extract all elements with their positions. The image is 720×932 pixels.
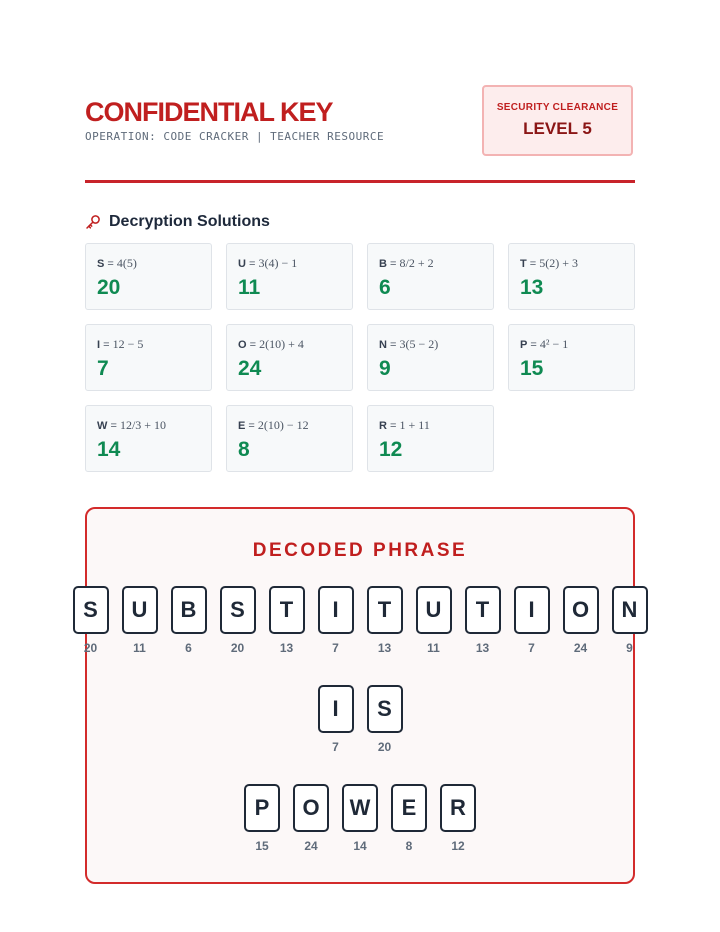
key-icon bbox=[85, 214, 101, 230]
letter-tile bbox=[563, 586, 599, 655]
decoded-word bbox=[0, 586, 720, 655]
solution-card bbox=[85, 243, 212, 310]
solution-card bbox=[508, 243, 635, 310]
solution-letter: N bbox=[379, 339, 387, 351]
solution-letter: R bbox=[379, 420, 387, 432]
tile-number: 6 bbox=[185, 641, 192, 655]
letter-tile bbox=[318, 685, 354, 754]
solution-expression: 3(4) − 1 bbox=[258, 256, 298, 270]
solution-letter: W bbox=[97, 420, 108, 432]
solution-letter: I bbox=[97, 339, 101, 351]
tile-letter: T bbox=[269, 586, 305, 634]
solution-card bbox=[508, 324, 635, 391]
clearance-label: SECURITY CLEARANCE bbox=[496, 102, 619, 113]
equals-sign: = bbox=[526, 258, 540, 270]
solution-card bbox=[226, 243, 353, 310]
solution-equation bbox=[238, 256, 342, 271]
clearance-level: LEVEL 5 bbox=[523, 119, 592, 138]
tile-letter: O bbox=[293, 784, 329, 832]
solution-letter: T bbox=[520, 258, 527, 270]
solution-equation bbox=[379, 418, 483, 433]
solution-card bbox=[367, 243, 494, 310]
solution-letter: E bbox=[238, 420, 246, 432]
tile-letter: S bbox=[367, 685, 403, 733]
equals-sign: = bbox=[104, 258, 117, 270]
equals-sign: = bbox=[100, 339, 113, 351]
solution-letter: U bbox=[238, 258, 246, 270]
solution-value: 20 bbox=[97, 276, 121, 299]
equals-sign: = bbox=[386, 339, 400, 351]
letter-tile bbox=[220, 586, 256, 655]
solution-expression: 3(5 − 2) bbox=[399, 337, 439, 351]
tile-letter: I bbox=[318, 685, 354, 733]
decoded-word bbox=[0, 784, 720, 853]
decoded-word bbox=[0, 685, 720, 754]
solution-value: 6 bbox=[379, 276, 391, 299]
tile-letter: U bbox=[416, 586, 452, 634]
solution-expression: 12 − 5 bbox=[112, 337, 144, 351]
tile-letter: T bbox=[367, 586, 403, 634]
tile-number: 13 bbox=[475, 641, 490, 655]
solution-letter: P bbox=[520, 339, 528, 351]
equals-sign: = bbox=[107, 420, 120, 432]
letter-tile bbox=[122, 586, 158, 655]
tile-number: 24 bbox=[304, 839, 318, 853]
solution-card bbox=[367, 405, 494, 472]
tile-letter: I bbox=[318, 586, 354, 634]
letter-tile bbox=[244, 784, 280, 853]
solution-value: 9 bbox=[379, 357, 391, 380]
letter-tile bbox=[514, 586, 550, 655]
solution-letter: B bbox=[379, 258, 387, 270]
solution-equation bbox=[379, 256, 483, 271]
tile-letter: I bbox=[514, 586, 550, 634]
equals-sign: = bbox=[386, 258, 400, 270]
tile-letter: E bbox=[391, 784, 427, 832]
solution-value: 8 bbox=[238, 438, 250, 461]
tile-letter: W bbox=[342, 784, 378, 832]
solution-value: 13 bbox=[520, 276, 544, 299]
equals-sign: = bbox=[245, 258, 259, 270]
section-header bbox=[85, 213, 270, 231]
solution-equation bbox=[520, 256, 624, 271]
solution-card bbox=[85, 324, 212, 391]
tile-number: 7 bbox=[332, 641, 339, 655]
tile-letter: T bbox=[465, 586, 501, 634]
tile-letter: R bbox=[440, 784, 476, 832]
solution-card bbox=[367, 324, 494, 391]
tile-number: 20 bbox=[377, 740, 392, 754]
solution-expression: 4² − 1 bbox=[539, 337, 569, 351]
solution-expression: 1 + 11 bbox=[399, 418, 430, 432]
equals-sign: = bbox=[527, 339, 540, 351]
section-title: Decryption Solutions bbox=[109, 213, 270, 230]
solution-expression: 4(5) bbox=[116, 256, 137, 270]
page-title: CONFIDENTIAL KEY bbox=[85, 97, 333, 127]
tile-number: 13 bbox=[377, 641, 392, 655]
solution-card bbox=[226, 405, 353, 472]
tile-number: 20 bbox=[83, 641, 98, 655]
solution-value: 15 bbox=[520, 357, 544, 380]
tile-number: 24 bbox=[573, 641, 588, 655]
tile-number: 13 bbox=[279, 641, 294, 655]
letter-tile bbox=[342, 784, 378, 853]
letter-tile bbox=[416, 586, 452, 655]
letter-tile bbox=[612, 586, 648, 655]
solution-value: 14 bbox=[97, 438, 121, 461]
tile-letter: S bbox=[73, 586, 109, 634]
solution-equation bbox=[379, 337, 483, 352]
equals-sign: = bbox=[246, 339, 260, 351]
solution-equation bbox=[520, 337, 624, 352]
tile-number: 14 bbox=[353, 839, 367, 853]
tile-letter: S bbox=[220, 586, 256, 634]
solution-expression: 12/3 + 10 bbox=[119, 418, 167, 432]
tile-number: 15 bbox=[255, 839, 269, 853]
solution-letter: S bbox=[97, 258, 105, 270]
tile-letter: B bbox=[171, 586, 207, 634]
solution-value: 7 bbox=[97, 357, 109, 380]
solution-value: 24 bbox=[238, 357, 262, 380]
page-subtitle: OPERATION: CODE CRACKER | TEACHER RESOURCE bbox=[85, 130, 385, 143]
letter-tile bbox=[318, 586, 354, 655]
solution-equation bbox=[238, 337, 342, 352]
tile-letter: U bbox=[122, 586, 158, 634]
solution-expression: 2(10) − 12 bbox=[257, 418, 309, 432]
solution-value: 11 bbox=[238, 276, 261, 299]
solution-card bbox=[85, 405, 212, 472]
solution-equation bbox=[238, 418, 342, 433]
solution-card bbox=[226, 324, 353, 391]
tile-number: 7 bbox=[332, 740, 339, 754]
letter-tile bbox=[293, 784, 329, 853]
solution-equation bbox=[97, 256, 201, 271]
solution-letter: O bbox=[238, 339, 247, 351]
letter-tile bbox=[440, 784, 476, 853]
solution-expression: 8/2 + 2 bbox=[399, 256, 434, 270]
solutions-grid bbox=[85, 243, 635, 472]
tile-letter: N bbox=[612, 586, 648, 634]
letter-tile bbox=[171, 586, 207, 655]
decoded-phrase-title: DECODED PHRASE bbox=[252, 540, 468, 561]
tile-number: 20 bbox=[230, 641, 245, 655]
letter-tile bbox=[367, 586, 403, 655]
tile-number: 11 bbox=[133, 641, 146, 655]
solution-value: 12 bbox=[379, 438, 403, 461]
tile-number: 7 bbox=[528, 641, 535, 655]
letter-tile bbox=[465, 586, 501, 655]
solution-equation bbox=[97, 337, 201, 352]
tile-number: 8 bbox=[405, 839, 413, 853]
tile-number: 11 bbox=[427, 641, 440, 655]
letter-tile bbox=[269, 586, 305, 655]
security-clearance-badge bbox=[482, 85, 633, 156]
tile-letter: P bbox=[244, 784, 280, 832]
letter-tile bbox=[367, 685, 403, 754]
letter-tile bbox=[391, 784, 427, 853]
equals-sign: = bbox=[386, 420, 400, 432]
solution-expression: 5(2) + 3 bbox=[539, 256, 579, 270]
letter-tile bbox=[73, 586, 109, 655]
solution-expression: 2(10) + 4 bbox=[259, 337, 304, 351]
tile-number: 12 bbox=[451, 839, 465, 853]
solution-equation bbox=[97, 418, 201, 433]
header-divider bbox=[85, 180, 635, 183]
tile-letter: O bbox=[563, 586, 599, 634]
tile-number: 9 bbox=[626, 641, 633, 655]
equals-sign: = bbox=[245, 420, 258, 432]
